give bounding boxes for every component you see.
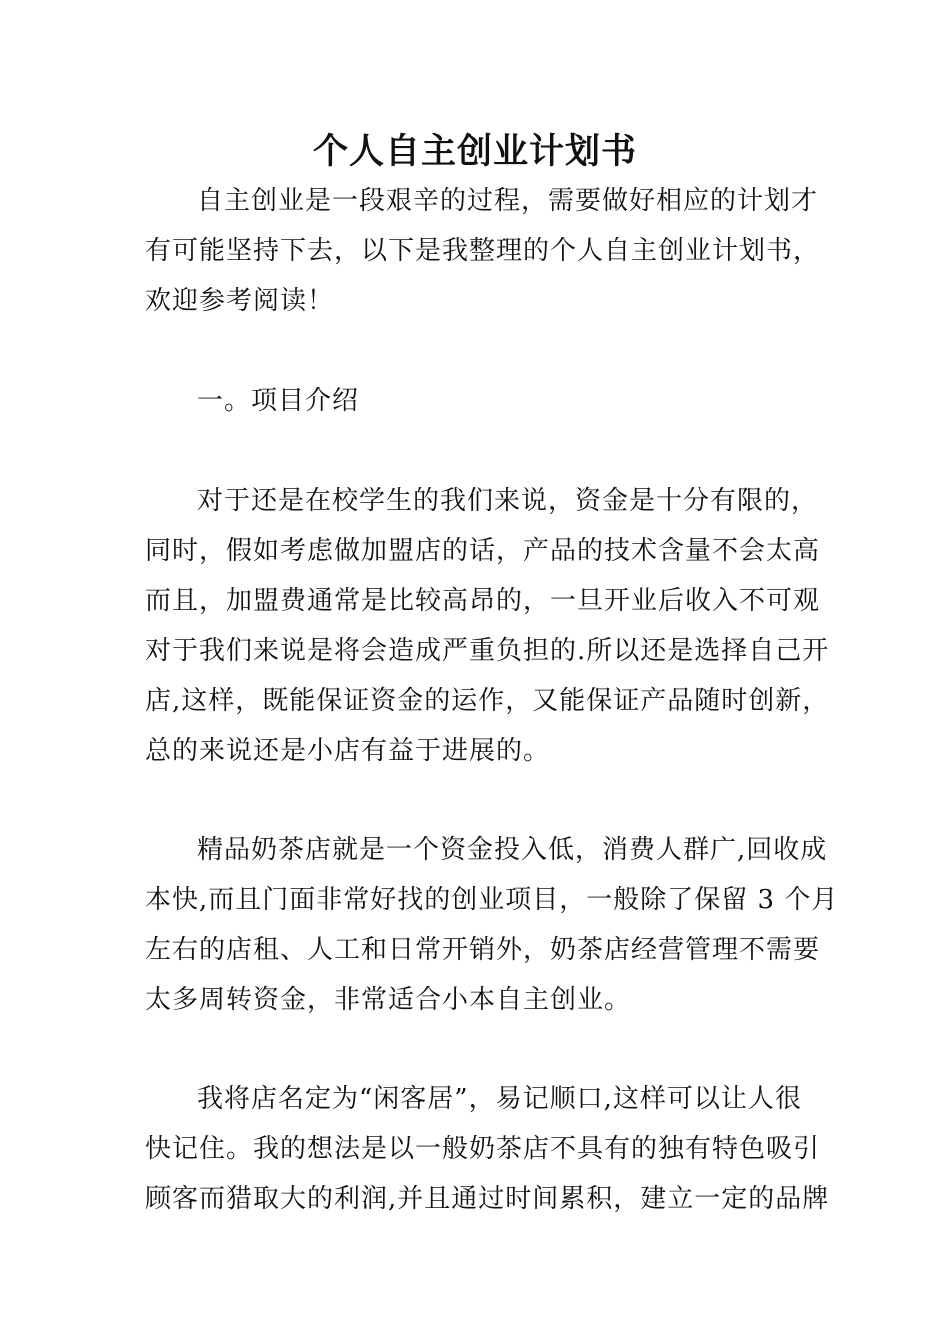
paragraph-2-line: 太多周转资金，非常适合小本自主创业。 xyxy=(145,985,632,1015)
paragraph-1-line: 对于还是在校学生的我们来说，资金是十分有限的， xyxy=(197,486,819,516)
intro-line: 欢迎参考阅读！ xyxy=(145,286,335,316)
paragraph-3-line: 顾客而猎取大的利润,并且通过时间累积，建立一定的品牌 xyxy=(145,1184,830,1214)
paragraph-2-line: 精品奶茶店就是一个资金投入低，消费人群广,回收成 xyxy=(197,835,828,865)
paragraph-1-line: 同时，假如考虑做加盟店的话，产品的技术含量不会太高 xyxy=(145,536,821,566)
paragraph-1-line: 对于我们来说是将会造成严重负担的.所以还是选择自己开 xyxy=(145,636,830,666)
paragraph-1-line: 而且，加盟费通常是比较高昂的，一旦开业后收入不可观 xyxy=(145,586,821,616)
document-title: 个人自主创业计划书 xyxy=(312,131,637,172)
paragraph-2-line: 左右的店租、人工和日常开销外，奶茶店经营管理不需要 xyxy=(145,935,821,965)
paragraph-1-line: 总的来说还是小店有益于进展的。 xyxy=(145,736,551,766)
intro-line: 自主创业是一段艰辛的过程，需要做好相应的计划才 xyxy=(197,186,819,216)
paragraph-2-line: 本快,而且门面非常好找的创业项目，一般除了保留 3 个月 xyxy=(145,885,839,915)
paragraph-3-line: 快记住。我的想法是以一般奶茶店不具有的独有特色吸引 xyxy=(145,1134,821,1164)
section-heading: 一。项目介绍 xyxy=(197,386,360,416)
paragraph-1-line: 店,这样，既能保证资金的运作，又能保证产品随时创新， xyxy=(145,686,830,716)
intro-line: 有可能坚持下去，以下是我整理的个人自主创业计划书， xyxy=(145,236,821,266)
paragraph-3-line: 我将店名定为“闲客居”，易记顺口,这样可以让人很 xyxy=(197,1084,802,1114)
